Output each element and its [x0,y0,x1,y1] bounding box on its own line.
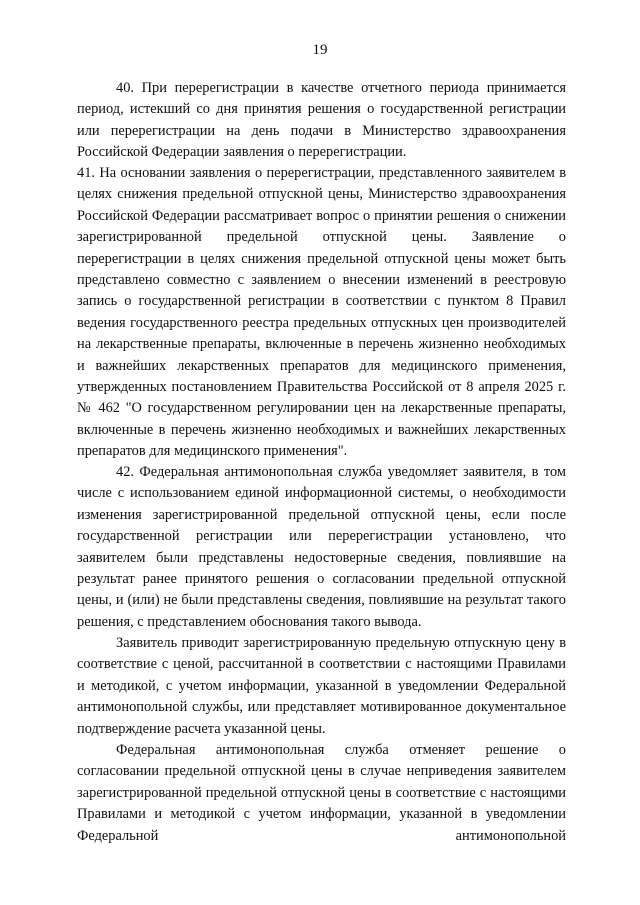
paragraph-40: 40. При перерегистрации в качестве отчетного периода принимается период, истекший со дня принятия решения о государственной регистрации или перерегистрации на день подачи в Министерство здравоохранения Российской Федерации заявления о перерегистрации. [77,80,566,161]
paragraph-fas-cancels: Федеральная антимонопольная служба отменяет решение о согласовании предельной отпускной цены в случае неприведения заявителем зарегистрированной предельной отпускной цены в соответствие с настоящими Правилами и методикой с учетом информации, указанной в уведомлении Федеральной антимонопольной [77,742,566,844]
paragraph-applicant: Заявитель приводит зарегистрированную предельную отпускную цену в соответствие с ценой, рассчитанной в соответствии с настоящими Правилами и методикой, с учетом информации, указанной в уведомлении Федеральной антимонопольной службы, или представляет мотивированное документальное подтверждение расчета указанной цены. [77,635,566,737]
paragraph-41: 41. На основании заявления о перерегистрации, представленного заявителем в целях снижения предельной отпускной цены, Министерство здравоохранения Российской Федерации рассматривает вопрос о принятии решения о снижении зарегистрированной предельной отпускной цены. Заявление о перерегистрации в целях снижения предельной отпускной цены может быть представлено совместно с заявлением о внесении изменений в реестровую запись о государственной регистрации в соответствии с пунктом 8 Правил ведения государственного реестра предельных отпускных цен производителей на лекарственные препараты, включенные в перечень жизненно необходимых и важнейших лекарственных препаратов для медицинского применения, утвержденных постановлением Правительства Российской от 8 апреля 2025 г. № 462 "О государственном регулировании цен на лекарственные препараты, включенные в перечень жизненно необходимых и важнейших лекарственных препаратов для медицинского применения". [77,165,566,460]
page-number: 19 [312,42,328,58]
paragraph-42: 42. Федеральная антимонопольная служба уведомляет заявителя, в том числе с использованием единой информационной системы, о необходимости изменения зарегистрированной предельной отпускной цены, если после государственной регистрации или перерегистрации установлено, что заявителем были представлены недостоверные сведения, повлиявшие на результат ранее принятого решения о согласовании предельной отпускной цены, и (или) не были представлены сведения, повлиявшие на результат такого решения, с представлением обоснования такого вывода. [77,464,566,630]
